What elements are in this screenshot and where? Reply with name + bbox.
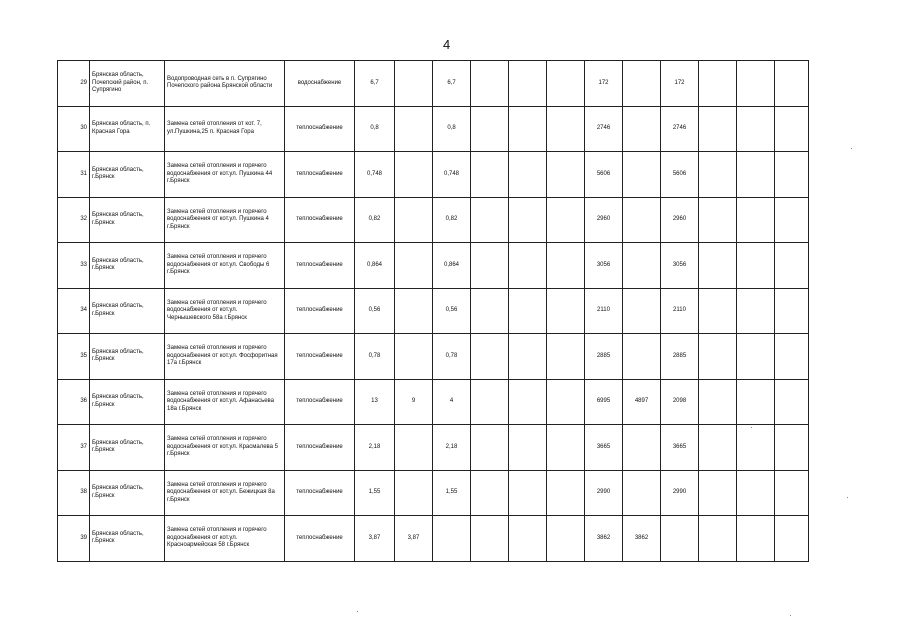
location-cell: Брянская область, г.Брянск xyxy=(90,197,165,243)
value-cell xyxy=(547,379,585,425)
value-cell xyxy=(395,243,433,289)
value-cell xyxy=(623,106,661,152)
value-cell xyxy=(699,379,737,425)
location-cell: Брянская область, п. Красная Гора xyxy=(90,106,165,152)
value-cell: 2110 xyxy=(661,288,699,334)
value-cell: 2885 xyxy=(661,334,699,380)
value-cell: 0,78 xyxy=(433,334,471,380)
value-cell xyxy=(509,425,547,471)
value-cell: 0,8 xyxy=(433,106,471,152)
value-cell: 2098 xyxy=(661,379,699,425)
supply-type-cell: теплоснабжение xyxy=(285,152,355,198)
row-number: 31 xyxy=(58,152,90,198)
value-cell xyxy=(471,334,509,380)
value-cell xyxy=(547,516,585,562)
value-cell xyxy=(623,425,661,471)
value-cell xyxy=(471,197,509,243)
value-cell: 2960 xyxy=(661,197,699,243)
value-cell: 2,18 xyxy=(433,425,471,471)
value-cell xyxy=(509,470,547,516)
data-table xyxy=(57,60,809,562)
supply-type-cell: теплоснабжение xyxy=(285,288,355,334)
value-cell xyxy=(471,425,509,471)
value-cell xyxy=(699,516,737,562)
value-cell: 3,87 xyxy=(395,516,433,562)
location-cell: Брянская область, г.Брянск xyxy=(90,243,165,289)
value-cell xyxy=(509,106,547,152)
value-cell: 172 xyxy=(585,61,623,107)
value-cell xyxy=(737,152,775,198)
value-cell xyxy=(547,425,585,471)
value-cell xyxy=(547,334,585,380)
value-cell: 4 xyxy=(433,379,471,425)
value-cell xyxy=(775,334,809,380)
location-cell: Брянская область, г.Брянск xyxy=(90,152,165,198)
supply-type-cell: теплоснабжение xyxy=(285,106,355,152)
value-cell: 6995 xyxy=(585,379,623,425)
value-cell xyxy=(509,334,547,380)
value-cell xyxy=(547,61,585,107)
row-number: 32 xyxy=(58,197,90,243)
value-cell: 3862 xyxy=(585,516,623,562)
location-cell: Брянская область, Почепский район, п. Супрягино xyxy=(90,61,165,107)
work-description-cell: Замена сетей отопления и горячего водоснабжения от кот.ул. Чернышевского 58а г.Брянск xyxy=(165,288,285,334)
row-number: 36 xyxy=(58,379,90,425)
value-cell xyxy=(509,379,547,425)
work-description-cell: Замена сетей отопления и горячего водоснабжения от кот.ул. Фосфоритная 17а г.Брянск xyxy=(165,334,285,380)
table-row xyxy=(58,288,809,334)
row-number: 33 xyxy=(58,243,90,289)
value-cell: 0,82 xyxy=(355,197,395,243)
value-cell: 0,82 xyxy=(433,197,471,243)
value-cell: 3,87 xyxy=(355,516,395,562)
work-description-cell: Замена сетей отопления и горячего водоснабжения от кот.ул. Красмалева 5 г.Брянск xyxy=(165,425,285,471)
value-cell xyxy=(395,152,433,198)
value-cell xyxy=(547,470,585,516)
location-cell: Брянская область, г.Брянск xyxy=(90,334,165,380)
value-cell xyxy=(775,152,809,198)
value-cell: 9 xyxy=(395,379,433,425)
table-body xyxy=(58,61,809,562)
value-cell: 13 xyxy=(355,379,395,425)
value-cell xyxy=(775,425,809,471)
value-cell xyxy=(737,243,775,289)
value-cell: 0,56 xyxy=(433,288,471,334)
scan-speck xyxy=(751,427,752,428)
value-cell xyxy=(775,288,809,334)
row-number: 35 xyxy=(58,334,90,380)
value-cell: 2990 xyxy=(585,470,623,516)
value-cell xyxy=(737,106,775,152)
value-cell xyxy=(699,106,737,152)
value-cell xyxy=(623,197,661,243)
value-cell: 0,748 xyxy=(433,152,471,198)
work-description-cell: Водопроводная сеть в п. Супрягино Почепского района Брянской области xyxy=(165,61,285,107)
value-cell xyxy=(471,243,509,289)
value-cell xyxy=(433,516,471,562)
value-cell: 0,864 xyxy=(433,243,471,289)
work-description-cell: Замена сетей отопления и горячего водоснабжения от кот.ул. Бежицкая 8а г.Брянск xyxy=(165,470,285,516)
value-cell xyxy=(547,106,585,152)
value-cell xyxy=(509,288,547,334)
row-number: 34 xyxy=(58,288,90,334)
value-cell xyxy=(509,61,547,107)
value-cell xyxy=(775,379,809,425)
value-cell xyxy=(509,152,547,198)
value-cell: 3665 xyxy=(585,425,623,471)
value-cell: 2990 xyxy=(661,470,699,516)
value-cell xyxy=(737,470,775,516)
value-cell: 2746 xyxy=(661,106,699,152)
row-number: 37 xyxy=(58,425,90,471)
value-cell xyxy=(395,470,433,516)
work-description-cell: Замена сетей отопления и горячего водоснабжения от кот.ул. Пушкина 44 г.Брянск xyxy=(165,152,285,198)
value-cell xyxy=(471,470,509,516)
work-description-cell: Замена сетей отопления и горячего водоснабжения от кот.ул. Пушкина 4 г.Брянск xyxy=(165,197,285,243)
value-cell xyxy=(471,61,509,107)
location-cell: Брянская область, г.Брянск xyxy=(90,516,165,562)
value-cell: 0,864 xyxy=(355,243,395,289)
value-cell: 5606 xyxy=(661,152,699,198)
value-cell xyxy=(775,470,809,516)
value-cell xyxy=(395,425,433,471)
row-number: 38 xyxy=(58,470,90,516)
value-cell: 2,18 xyxy=(355,425,395,471)
value-cell: 4897 xyxy=(623,379,661,425)
value-cell: 6,7 xyxy=(433,61,471,107)
value-cell xyxy=(623,334,661,380)
value-cell: 2746 xyxy=(585,106,623,152)
value-cell xyxy=(395,61,433,107)
value-cell xyxy=(509,243,547,289)
scan-speck xyxy=(357,611,358,612)
supply-type-cell: теплоснабжение xyxy=(285,243,355,289)
value-cell xyxy=(661,516,699,562)
value-cell xyxy=(471,288,509,334)
value-cell: 3056 xyxy=(661,243,699,289)
value-cell: 0,8 xyxy=(355,106,395,152)
value-cell xyxy=(699,425,737,471)
table-row xyxy=(58,243,809,289)
value-cell: 3665 xyxy=(661,425,699,471)
value-cell xyxy=(775,516,809,562)
supply-type-cell: водоснабжение xyxy=(285,61,355,107)
supply-type-cell: теплоснабжение xyxy=(285,197,355,243)
supply-type-cell: теплоснабжение xyxy=(285,425,355,471)
table-row xyxy=(58,197,809,243)
value-cell: 3862 xyxy=(623,516,661,562)
supply-type-cell: теплоснабжение xyxy=(285,334,355,380)
value-cell xyxy=(395,334,433,380)
value-cell xyxy=(737,197,775,243)
page-number: 4 xyxy=(443,37,451,52)
value-cell xyxy=(737,61,775,107)
value-cell: 0,748 xyxy=(355,152,395,198)
value-cell xyxy=(509,197,547,243)
table-row xyxy=(58,379,809,425)
value-cell: 3056 xyxy=(585,243,623,289)
supply-type-cell: теплоснабжение xyxy=(285,379,355,425)
value-cell xyxy=(471,516,509,562)
table-row xyxy=(58,106,809,152)
value-cell xyxy=(737,288,775,334)
value-cell xyxy=(623,61,661,107)
value-cell xyxy=(737,334,775,380)
value-cell xyxy=(471,106,509,152)
value-cell xyxy=(547,152,585,198)
scan-speck xyxy=(847,497,848,498)
work-description-cell: Замена сетей отопления и горячего водоснабжения от кот.ул. Свободы 6 г.Брянск xyxy=(165,243,285,289)
value-cell xyxy=(623,152,661,198)
table-row xyxy=(58,152,809,198)
value-cell xyxy=(547,197,585,243)
location-cell: Брянская область, г.Брянск xyxy=(90,425,165,471)
value-cell: 0,56 xyxy=(355,288,395,334)
value-cell: 2960 xyxy=(585,197,623,243)
value-cell xyxy=(699,152,737,198)
row-number: 29 xyxy=(58,61,90,107)
value-cell xyxy=(699,288,737,334)
scan-speck xyxy=(790,615,791,616)
table-row xyxy=(58,425,809,471)
value-cell xyxy=(775,61,809,107)
value-cell xyxy=(395,106,433,152)
value-cell xyxy=(547,243,585,289)
value-cell xyxy=(623,470,661,516)
supply-type-cell: теплоснабжение xyxy=(285,470,355,516)
value-cell xyxy=(775,243,809,289)
value-cell xyxy=(737,379,775,425)
value-cell xyxy=(699,243,737,289)
table-row xyxy=(58,516,809,562)
value-cell xyxy=(395,197,433,243)
row-number: 39 xyxy=(58,516,90,562)
location-cell: Брянская область, г.Брянск xyxy=(90,288,165,334)
value-cell xyxy=(509,516,547,562)
value-cell xyxy=(699,197,737,243)
value-cell: 0,78 xyxy=(355,334,395,380)
supply-type-cell: теплоснабжение xyxy=(285,516,355,562)
value-cell xyxy=(775,106,809,152)
value-cell xyxy=(395,288,433,334)
value-cell xyxy=(623,243,661,289)
value-cell xyxy=(699,61,737,107)
scan-speck xyxy=(851,148,852,149)
value-cell xyxy=(737,425,775,471)
value-cell: 172 xyxy=(661,61,699,107)
value-cell xyxy=(547,288,585,334)
value-cell: 2110 xyxy=(585,288,623,334)
value-cell: 5606 xyxy=(585,152,623,198)
table-row xyxy=(58,470,809,516)
table-row xyxy=(58,61,809,107)
value-cell xyxy=(699,470,737,516)
value-cell xyxy=(775,197,809,243)
location-cell: Брянская область, г.Брянск xyxy=(90,470,165,516)
table-row xyxy=(58,334,809,380)
value-cell xyxy=(471,379,509,425)
value-cell xyxy=(699,334,737,380)
value-cell xyxy=(623,288,661,334)
value-cell xyxy=(471,152,509,198)
work-description-cell: Замена сетей отопления и горячего водоснабжения от кот.ул. Афанасьева 18а г.Брянск xyxy=(165,379,285,425)
location-cell: Брянская область, г.Брянск xyxy=(90,379,165,425)
work-description-cell: Замена сетей отопления от кот. 7, ул.Пушкина,25 п. Красная Гора xyxy=(165,106,285,152)
value-cell: 6,7 xyxy=(355,61,395,107)
value-cell: 1,55 xyxy=(355,470,395,516)
value-cell: 1,55 xyxy=(433,470,471,516)
row-number: 30 xyxy=(58,106,90,152)
value-cell: 2885 xyxy=(585,334,623,380)
value-cell xyxy=(737,516,775,562)
work-description-cell: Замена сетей отопления и горячего водоснабжения от кот.ул. Красноармейская 58 г.Брянск xyxy=(165,516,285,562)
